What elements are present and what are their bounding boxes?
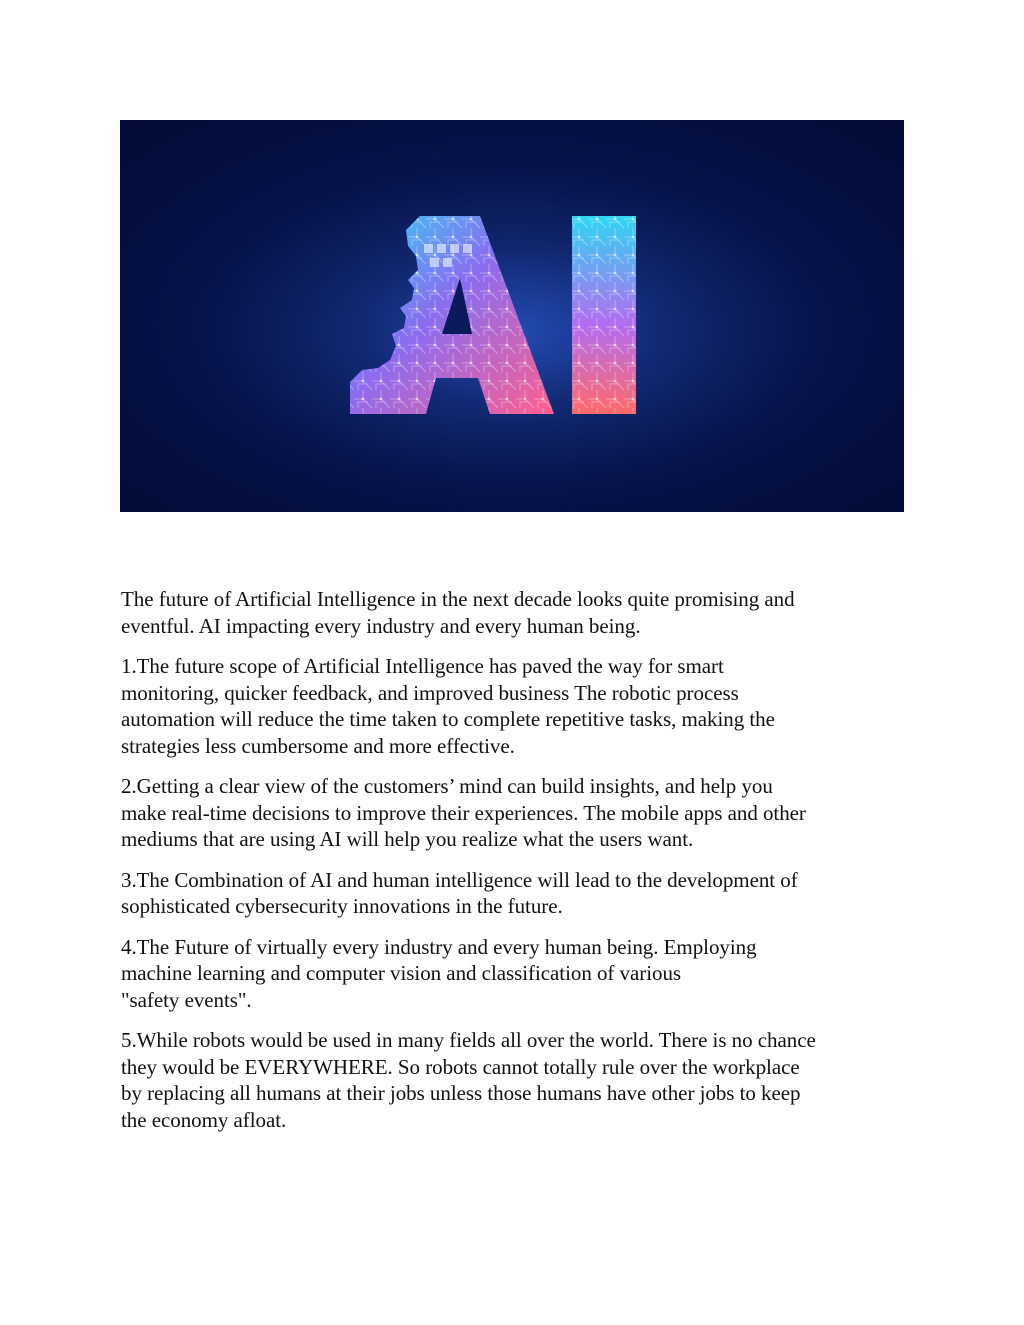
paragraph-line: strategies less cumbersome and more effective. [121,733,515,758]
paragraph-line: 5.While robots would be used in many fields all over the world. There is no chance [121,1028,816,1052]
ai-logo-illustration [120,120,904,512]
paragraph-line: monitoring, quicker feedback, and improved business The robotic process [121,680,739,705]
hero-image [120,120,904,512]
paragraph-line: "safety events". [121,987,252,1012]
article-body [121,586,911,1147]
paragraph-line: sophisticated cybersecurity innovations in the future. [121,894,563,918]
paragraph-line: 3.The Combination of AI and human intelligence will lead to the development of [121,867,798,892]
article-paragraph [121,773,911,853]
paragraph-line: mediums that are using AI will help you realize what the users want. [121,827,694,851]
paragraph-line: 4.The Future of virtually every industry and every human being. Employing [121,934,757,959]
article-paragraph [121,867,911,920]
paragraph-line: by replacing all humans at their jobs unless those humans have other jobs to keep [121,1081,801,1105]
ai-logo-text: AI [511,500,513,501]
paragraph-line: 2.Getting a clear view of the customers’ mind can build insights, and help you [121,774,773,798]
letter-i-shape [572,216,636,414]
article-paragraph [121,934,911,1014]
article-paragraph [121,586,911,639]
paragraph-line: make real-time decisions to improve their experiences. The mobile apps and other [121,800,806,825]
paragraph-line: the economy afloat. [121,1107,287,1132]
paragraph-line: The future of Artificial Intelligence in the next decade looks quite promising and [121,587,795,611]
paragraph-line: automation will reduce the time taken to complete repetitive tasks, making the [121,707,775,731]
article-paragraph [121,653,911,759]
article-paragraph [121,1027,911,1133]
paragraph-line: 1.The future scope of Artificial Intelligence has paved the way for smart [121,654,724,678]
paragraph-line: they would be EVERYWHERE. So robots cannot totally rule over the workplace [121,1054,800,1079]
paragraph-line: machine learning and computer vision and classification of various [121,961,682,985]
paragraph-line: eventful. AI impacting every industry and every human being. [121,613,641,638]
